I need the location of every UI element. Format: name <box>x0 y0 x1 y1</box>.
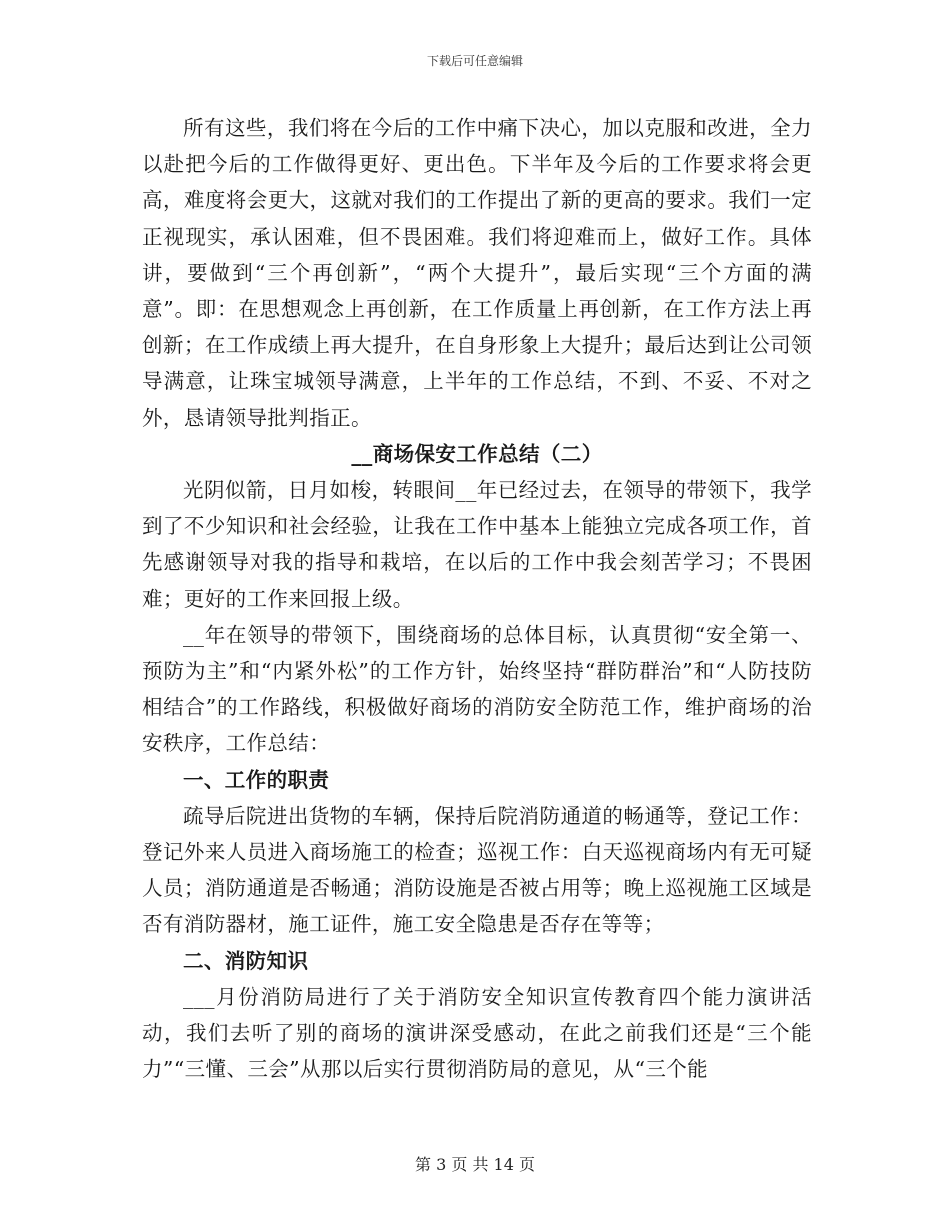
paragraph-5: ___月份消防局进行了关于消防安全知识宣传教育四个能力演讲活动，我们去听了别的商场的演讲深受感动，在此之前我们还是“三个能力”“三懂、三会”从那以后实行贯彻消防局的意见，从“三个能 <box>142 984 812 1082</box>
heading-duties: 一、工作的职责 <box>183 767 330 792</box>
page-number: 第 3 页 共 14 页 <box>415 1155 535 1174</box>
header-note: 下载后可任意编辑 <box>426 54 523 68</box>
section-title: __商场保安工作总结（二） <box>351 441 603 466</box>
paragraph-4: 疏导后院进出货物的车辆，保持后院消防通道的畅通等，登记工作：登记外来人员进入商场施工的检查；巡视工作：白天巡视商场内有无可疑人员；消防通道是否畅通；消防设施是否被占用等；晚上巡视施工区域是否有消防器材，施工证件，施工安全隐患是否存在等等； <box>142 803 812 937</box>
heading-fire-knowledge: 二、消防知识 <box>183 948 309 973</box>
paragraph-3: __年在领导的带领下，围绕商场的总体目标，认真贯彻“安全第一、预防为主”和“内紧外松”的工作方针，始终坚持“群防群治”和“人防技防相结合”的工作路线，积极做好商场的消防安全防范工作，维护商场的治安秩序，工作总结： <box>142 622 812 756</box>
paragraph-2: 光阴似箭，日月如梭，转眼间__年已经过去，在领导的带领下，我学到了不少知识和社会经验，让我在工作中基本上能独立完成各项工作，首先感谢领导对我的指导和栽培，在以后的工作中我会刻苦学习；不畏困难；更好的工作来回报上级。 <box>142 478 812 611</box>
document-body <box>142 110 812 1087</box>
paragraph-1: 所有这些，我们将在今后的工作中痛下决心，加以克服和改进，全力以赴把今后的工作做得更好、更出色。下半年及今后的工作要求将会更高，难度将会更大，这就对我们的工作提出了新的更高的要求。我们一定正视现实，承认困难，但不畏困难。我们将迎难而上，做好工作。具体讲，要做到“三个再创新”，“两个大提升”，最后实现“三个方面的满意”。即：在思想观念上再创新，在工作质量上再创新，在工作方法上再创新；在工作成绩上再大提升，在自身形象上大提升；最后达到让公司领导满意，让珠宝城领导满意，上半年的工作总结，不到、不妥、不对之外，恳请领导批判指正。 <box>142 116 812 430</box>
